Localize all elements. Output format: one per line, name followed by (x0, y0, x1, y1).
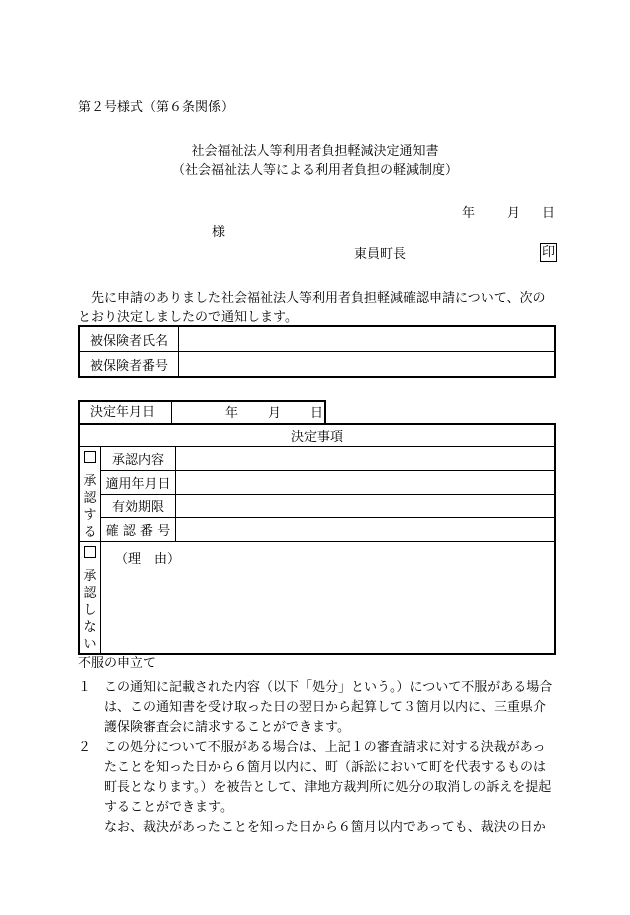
decision-date-header (78, 400, 326, 424)
table-row (79, 542, 555, 655)
decision-day-label: 日 (310, 406, 324, 421)
appeal-title: 不服の申立て (78, 656, 157, 671)
confirmation-number-label: 確 認 番 号 (101, 518, 176, 542)
valid-period-field[interactable] (176, 494, 556, 518)
issuer-name: 東員町長 (354, 247, 407, 262)
appeal-item-1 (78, 678, 556, 738)
insured-number-label: 被保険者番号 (79, 352, 179, 378)
table-row (79, 494, 555, 518)
table-row (79, 518, 555, 542)
date-day-label: 日 (542, 206, 556, 221)
confirmation-number-field[interactable] (176, 518, 556, 542)
table-row (79, 326, 555, 352)
apply-date-field[interactable] (176, 470, 556, 494)
appeal-item-1-number: １ (78, 680, 92, 695)
approve-checkbox[interactable] (84, 451, 96, 463)
table-row (79, 352, 555, 378)
decision-year-label: 年 (225, 406, 239, 421)
reject-checkbox[interactable] (84, 546, 96, 558)
appeal-item-2-text: この処分について不服がある場合は、上記１の審査請求に対する決裁があったことを知った日から６箇月以内に、町（訴訟において町を代表するものは町長となります。）を被告として、津地方裁判所に処分の取消しの訴えを提起することができます。 (104, 740, 552, 815)
table-row (79, 447, 555, 471)
approve-label: 承 認 す る (83, 474, 97, 540)
valid-period-label: 有効期限 (101, 494, 176, 518)
decision-month-label: 月 (268, 406, 282, 421)
apply-date-label: 適用年月日 (101, 470, 176, 494)
decision-date-label: 決定年月日 (80, 402, 172, 424)
intro-paragraph: 先に申請のありました社会福祉法人等利用者負担軽減確認申請について、次のとおり決定しましたので通知します。 (78, 291, 546, 325)
date-month-label: 月 (507, 206, 521, 221)
reason-label: （理 由） (115, 552, 181, 567)
insured-number-field[interactable] (179, 352, 556, 378)
appeal-item-2-number: ２ (78, 740, 92, 755)
approval-content-label: 承認内容 (101, 447, 176, 471)
document-title: 社会福祉法人等利用者負担軽減決定通知書 (191, 144, 439, 159)
insured-name-label: 被保険者氏名 (79, 326, 179, 352)
reason-field[interactable] (101, 542, 556, 655)
approval-content-field[interactable] (176, 447, 556, 471)
insured-name-field[interactable] (179, 326, 556, 352)
table-row (79, 424, 555, 447)
decision-table (78, 423, 556, 655)
appeal-item-1-text: この通知に記載された内容（以下「処分」という。）について不服がある場合は、この通知書を受け取った日の翌日から起算して３箇月以内に、三重県介護保険審査会に請求することができます。 (104, 680, 553, 735)
date-year-label: 年 (462, 206, 476, 221)
seal-mark: 印 (541, 245, 555, 260)
decision-header: 決定事項 (79, 424, 555, 447)
form-number: 第２号様式（第６条関係） (78, 100, 235, 115)
approve-cell (79, 447, 101, 542)
document-subtitle: （社会福祉法人等による利用者負担の軽減制度） (171, 163, 458, 178)
addressee-suffix: 様 (212, 225, 226, 240)
reject-cell (79, 542, 101, 655)
appeal-note: なお、裁決があったことを知った日から６箇月以内であっても、裁決の日か (104, 820, 546, 835)
insured-table (78, 325, 556, 378)
table-row (79, 470, 555, 494)
reject-label: 承 認 し な い (83, 569, 97, 652)
appeal-item-2 (78, 738, 556, 818)
